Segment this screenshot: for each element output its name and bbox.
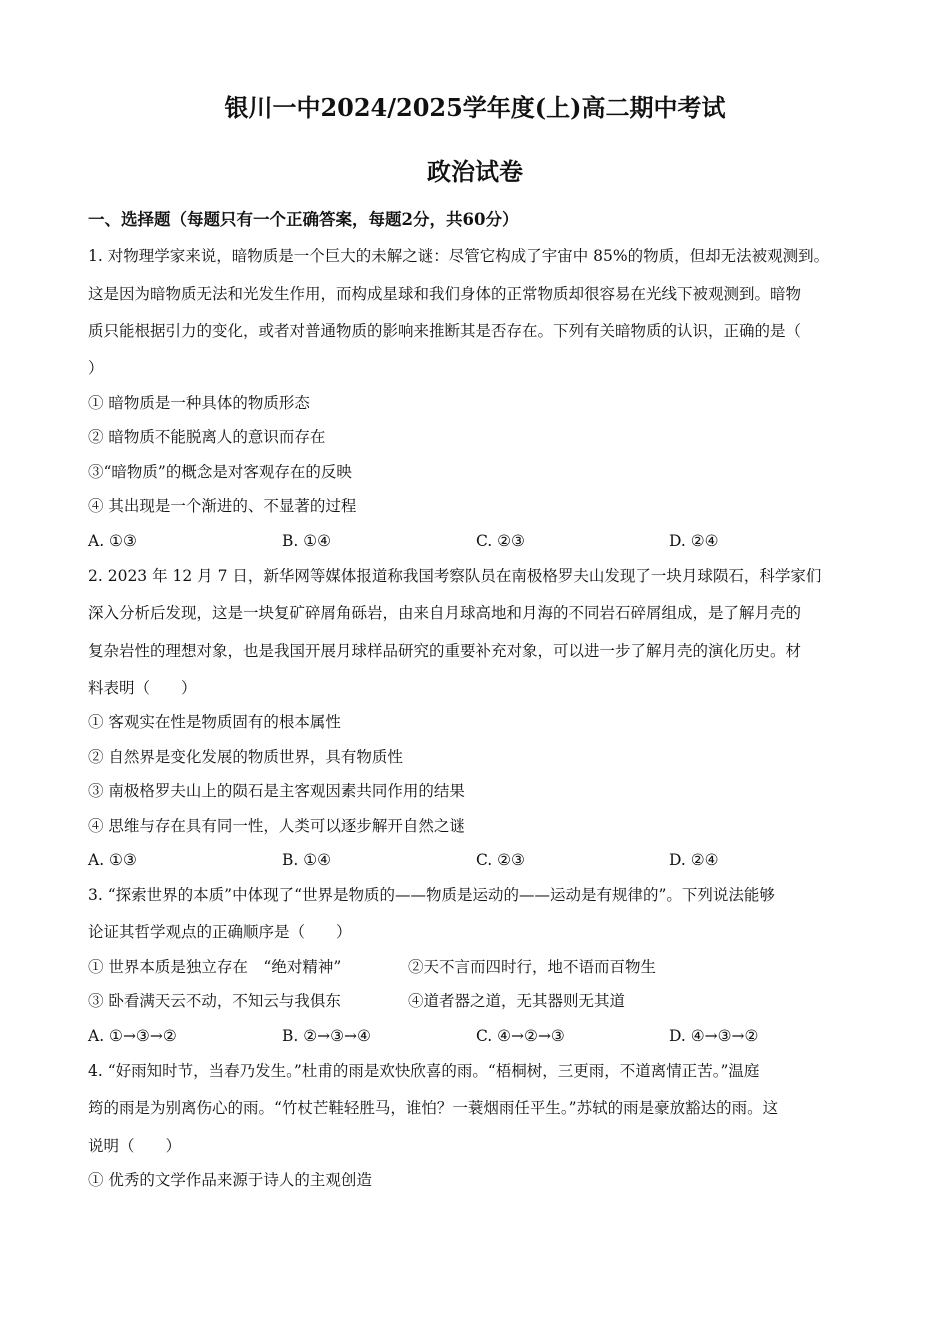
q1-stem-line: 这是因为暗物质无法和光发生作用，而构成星球和我们身体的正常物质却很容易在光线下被观测到。暗物 — [88, 285, 802, 303]
q2-stem-line: 料表明（ ） — [88, 679, 197, 697]
q2-option-b: B. ①④ — [282, 851, 332, 869]
q1-statement: ② 暗物质不能脱离人的意识而存在 — [88, 428, 326, 446]
q1-statement: ③“暗物质”的概念是对客观存在的反映 — [88, 463, 352, 481]
q3-stem-line: 3. “探索世界的本质”中体现了“世界是物质的——物质是运动的——运动是有规律的”。下列说法能够 — [88, 886, 775, 904]
q2-statement: ① 客观实在性是物质固有的根本属性 — [88, 713, 341, 731]
q4-stem-line: 4. “好雨知时节，当春乃发生。”杜甫的雨是欢快欣喜的雨。“梧桐树，三更雨，不道离情正苦。”温庭 — [88, 1062, 760, 1080]
q1-option-b: B. ①④ — [282, 532, 332, 550]
q3-statement: ① 世界本质是独立存在 “绝对精神” — [88, 958, 342, 976]
section-heading: 一、选择题（每题只有一个正确答案，每题2分，共60分） — [88, 210, 519, 229]
exam-title: 银川一中2024/2025学年度(上)高二期中考试 — [224, 93, 726, 122]
q1-stem-line: 质只能根据引力的变化，或者对普通物质的影响来推断其是否存在。下列有关暗物质的认识，正确的是（ — [88, 322, 802, 340]
q1-option-d: D. ②④ — [669, 532, 719, 550]
q4-stem-line: 说明（ ） — [88, 1137, 182, 1155]
q3-option-a: A. ①→③→② — [88, 1027, 177, 1045]
q1-stem-line: ） — [88, 359, 104, 377]
q3-option-d: D. ④→③→② — [669, 1027, 759, 1045]
exam-subtitle: 政治试卷 — [427, 157, 523, 186]
q1-statement: ① 暗物质是一种具体的物质形态 — [88, 394, 310, 412]
q3-statement: ②天不言而四时行，地不语而百物生 — [408, 958, 657, 976]
q2-stem-line: 复杂岩性的理想对象，也是我国开展月球样品研究的重要补充对象，可以进一步了解月壳的演化历史。材 — [88, 642, 802, 660]
q4-stem-line: 筠的雨是为别离伤心的雨。“竹杖芒鞋轻胜马，谁怕？一蓑烟雨任平生。”苏轼的雨是豪放豁达的雨。这 — [88, 1099, 779, 1117]
q1-stem-line: 1. 对物理学家来说，暗物质是一个巨大的未解之谜：尽管它构成了宇宙中 85%的物质，但却无法被观测到。 — [88, 247, 830, 265]
q2-statement: ③ 南极格罗夫山上的陨石是主客观因素共同作用的结果 — [88, 782, 465, 800]
q2-statement: ④ 思维与存在具有同一性，人类可以逐步解开自然之谜 — [88, 817, 465, 835]
q1-statement: ④ 其出现是一个渐进的、不显著的过程 — [88, 497, 357, 515]
q3-statement: ③ 卧看满天云不动，不知云与我俱东 — [88, 992, 341, 1010]
q2-statement: ② 自然界是变化发展的物质世界，具有物质性 — [88, 748, 403, 766]
q2-option-d: D. ②④ — [669, 851, 719, 869]
q1-option-c: C. ②③ — [476, 532, 525, 550]
q3-option-b: B. ②→③→④ — [282, 1027, 371, 1045]
q3-option-c: C. ④→②→③ — [476, 1027, 565, 1045]
q2-option-c: C. ②③ — [476, 851, 525, 869]
q2-stem-line: 深入分析后发现，这是一块复矿碎屑角砾岩，由来自月球高地和月海的不同岩石碎屑组成，是了解月壳的 — [88, 604, 802, 622]
q3-stem-line: 论证其哲学观点的正确顺序是（ ） — [88, 923, 352, 941]
q3-statement: ④道者器之道，无其器则无其道 — [408, 992, 626, 1010]
q2-stem-line: 2. 2023 年 12 月 7 日，新华网等媒体报道称我国考察队员在南极格罗夫山发现了一块月球陨石，科学家们 — [88, 567, 822, 585]
q2-option-a: A. ①③ — [88, 851, 137, 869]
q4-statement: ① 优秀的文学作品来源于诗人的主观创造 — [88, 1171, 372, 1189]
q1-option-a: A. ①③ — [88, 532, 137, 550]
